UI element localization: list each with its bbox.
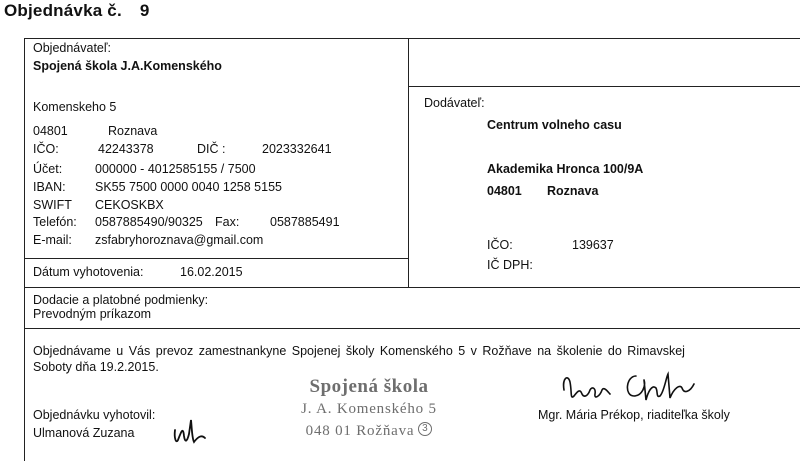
buyer-street: Komenskeho 5 bbox=[33, 100, 117, 114]
buyer-city: Roznava bbox=[108, 124, 158, 138]
buyer-phone: 0587885490/90325 bbox=[95, 215, 203, 229]
order-text-line1: Objednávame u Vás prevoz zamestnankyne Spojenej školy Komenského 5 v Rožňave na školenie do Rimavskej bbox=[33, 344, 685, 358]
order-title bbox=[4, 1, 150, 21]
supplier-box-left-line bbox=[408, 86, 409, 287]
order-text-top-line bbox=[24, 328, 800, 329]
stamp-line3-text: 048 01 Rožňava bbox=[305, 423, 415, 439]
buyer-iban: SK55 7500 0000 0040 1258 5155 bbox=[95, 180, 282, 194]
buyer-dic-label: DIČ : bbox=[197, 142, 226, 156]
terms-row-top-line bbox=[24, 287, 800, 288]
supplier-ico: 139637 bbox=[572, 238, 614, 252]
buyer-fax: 0587885491 bbox=[270, 215, 340, 229]
buyer-email-label: E-mail: bbox=[33, 233, 72, 247]
school-stamp bbox=[296, 376, 442, 442]
supplier-name: Centrum volneho casu bbox=[487, 118, 622, 132]
approver-name: Mgr. Mária Prékop, riaditeľka školy bbox=[538, 408, 730, 422]
director-signature bbox=[558, 370, 718, 406]
buyer-name: Spojená škola J.A.Komenského bbox=[33, 59, 222, 73]
buyer-divider-line bbox=[408, 38, 409, 86]
issue-date-value: 16.02.2015 bbox=[180, 265, 243, 279]
stamp-line1: Spojená škola bbox=[309, 376, 429, 397]
issued-by-name: Ulmanová Zuzana bbox=[33, 426, 135, 440]
issue-date-label: Dátum vyhotovenia: bbox=[33, 265, 144, 279]
order-title-label: Objednávka č. bbox=[4, 1, 122, 20]
buyer-swift: CEKOSKBX bbox=[95, 198, 164, 212]
terms-label: Dodacie a platobné podmienky: bbox=[33, 293, 209, 307]
buyer-dic: 2023332641 bbox=[262, 142, 332, 156]
buyer-swift-label: SWIFT bbox=[33, 198, 72, 212]
supplier-icdph-label: IČ DPH: bbox=[487, 258, 533, 272]
buyer-zip: 04801 bbox=[33, 124, 68, 138]
supplier-box-top-line bbox=[408, 86, 800, 87]
frame-top-line bbox=[24, 38, 800, 39]
buyer-account-label: Účet: bbox=[33, 162, 63, 176]
issuer-signature bbox=[172, 412, 212, 448]
buyer-account: 000000 - 4012585155 / 7500 bbox=[95, 162, 256, 176]
supplier-ico-label: IČO: bbox=[487, 238, 513, 252]
issued-by-label: Objednávku vyhotovil: bbox=[33, 408, 156, 422]
buyer-ico-label: IČO: bbox=[33, 142, 59, 156]
buyer-email: zsfabryhoroznava@gmail.com bbox=[95, 233, 264, 247]
stamp-line3 bbox=[296, 420, 442, 442]
buyer-label: Objednávateľ: bbox=[33, 41, 112, 55]
terms-value: Prevodným príkazom bbox=[33, 307, 152, 321]
stamp-circled-mark: 3 bbox=[418, 422, 432, 436]
supplier-label: Dodávateľ: bbox=[424, 96, 485, 110]
buyer-iban-label: IBAN: bbox=[33, 180, 66, 194]
supplier-street: Akademika Hronca 100/9A bbox=[487, 162, 644, 176]
buyer-phone-label: Telefón: bbox=[33, 215, 77, 229]
order-text-line2: Soboty dňa 19.2.2015. bbox=[33, 360, 159, 374]
frame-left-line bbox=[24, 38, 25, 461]
order-number: 9 bbox=[139, 1, 150, 20]
supplier-city: Roznava bbox=[547, 184, 599, 198]
date-row-top-line bbox=[24, 258, 408, 259]
buyer-fax-label: Fax: bbox=[215, 215, 240, 229]
supplier-zip: 04801 bbox=[487, 184, 522, 198]
stamp-line2: J. A. Komenského 5 bbox=[301, 401, 437, 417]
buyer-ico: 42243378 bbox=[98, 142, 154, 156]
